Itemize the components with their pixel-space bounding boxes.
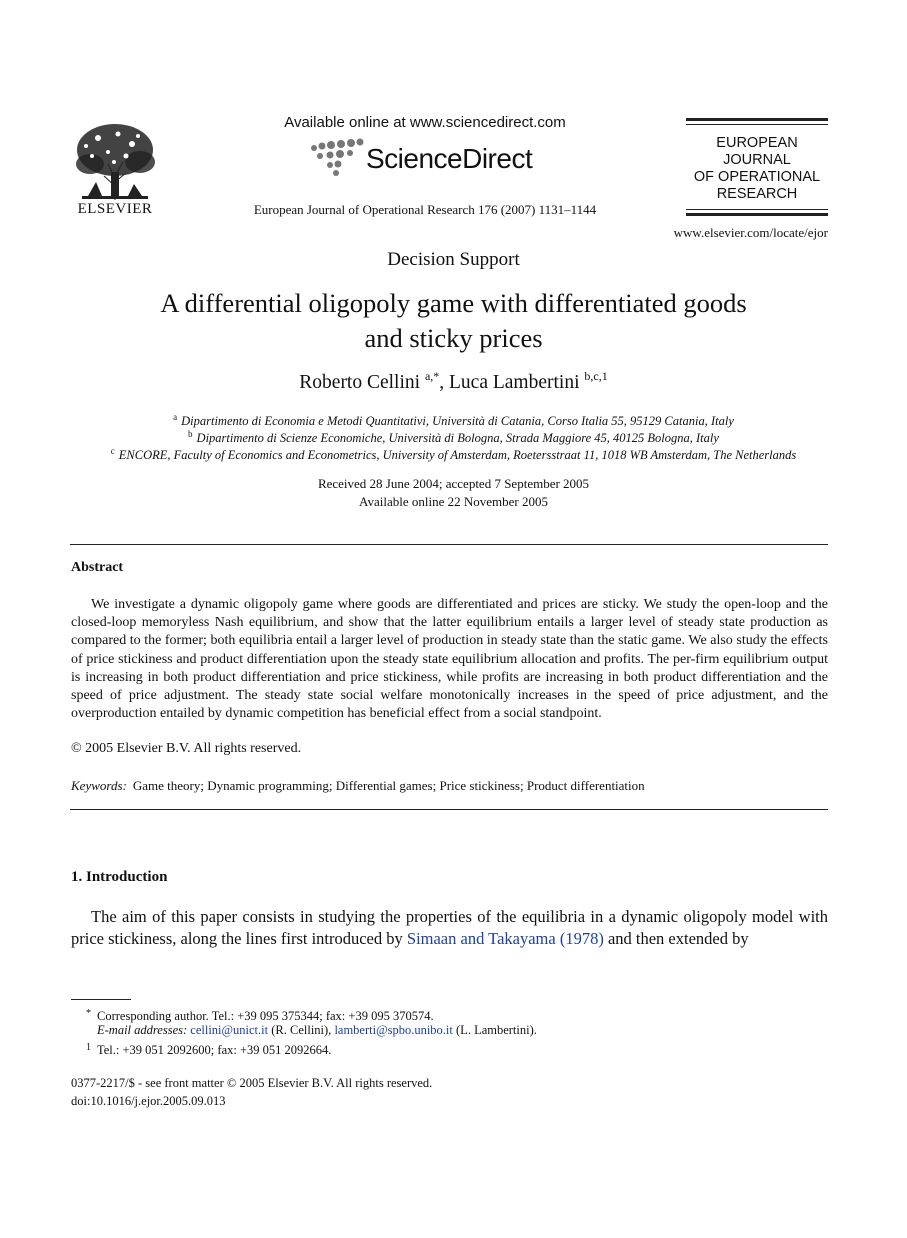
footnote-text: Corresponding author. Tel.: +39 095 375344; fax: +39 095 370574. — [97, 1009, 434, 1023]
article-title-line2: and sticky prices — [364, 323, 543, 353]
footnote-emails — [71, 1022, 537, 1039]
issn-line: 0377-2217/$ - see front matter © 2005 Elsevier B.V. All rights reserved. — [71, 1076, 433, 1090]
author-separator: , — [439, 372, 450, 393]
email-label: E-mail addresses: — [97, 1023, 188, 1037]
journal-title-line: EUROPEAN — [716, 135, 798, 151]
journal-title-line: JOURNAL — [723, 152, 791, 168]
divider — [70, 809, 828, 810]
affiliation-text: ENCORE, Faculty of Economics and Econometrics, University of Amsterdam, Roetersstraat 11, 1018 WB Amsterdam, The Netherlands — [118, 448, 797, 462]
journal-citation: European Journal of Operational Research 176 (2007) 1131–1144 — [253, 202, 597, 217]
affiliation-mark: a — [173, 412, 178, 422]
footnote-rule — [71, 999, 131, 1000]
sciencedirect-dots-icon — [308, 136, 368, 178]
authors — [0, 369, 907, 394]
email-link[interactable]: lamberti@spbo.unibo.it — [334, 1023, 453, 1037]
elsevier-wordmark: ELSEVIER — [77, 201, 153, 217]
available-date: Available online 22 November 2005 — [359, 494, 548, 509]
author-name: Luca Lambertini — [449, 372, 580, 393]
available-online-text: Available online at www.sciencedirect.com — [284, 114, 566, 131]
keywords-label: Keywords: — [71, 778, 127, 793]
received-date: Received 28 June 2004; accepted 7 September 2005 — [317, 476, 590, 491]
footnote-phone — [71, 1039, 331, 1059]
journal-title-box — [686, 118, 828, 220]
journal-title-lines — [686, 135, 828, 203]
email-owner: (R. Cellini), — [268, 1023, 335, 1037]
introduction-body — [71, 906, 828, 949]
keywords — [71, 778, 828, 794]
abstract-heading: Abstract — [71, 560, 124, 575]
intro-text: and then extended by — [603, 928, 749, 948]
email-owner: (L. Lambertini). — [452, 1023, 537, 1037]
introduction-heading: 1. Introduction — [71, 869, 168, 885]
author-marks: a,* — [424, 369, 440, 383]
affiliation-mark: b — [188, 429, 193, 439]
affiliation — [0, 448, 907, 463]
journal-title-line: RESEARCH — [716, 186, 798, 202]
article-title — [60, 286, 847, 356]
abstract-body — [71, 596, 828, 723]
email-link[interactable]: cellini@unict.it — [190, 1023, 269, 1037]
article-title-line1: A differential oligopoly game with differentiated goods — [160, 288, 747, 318]
keywords-text: Game theory; Dynamic programming; Differential games; Price stickiness; Product differentiation — [132, 778, 645, 793]
section-label: Decision Support — [387, 249, 520, 270]
citation-link[interactable]: Simaan and Takayama (1978) — [406, 928, 604, 948]
affiliation-text: Dipartimento di Scienze Economiche, Università di Bologna, Strada Maggiore 45, 40125 Bologna, Italy — [196, 431, 719, 445]
abstract-copyright: © 2005 Elsevier B.V. All rights reserved. — [71, 741, 302, 756]
intro-text: The aim of this paper consists in studying the properties of the equilibria in a dynamic oligopoly model with price stickiness, along the lines first introduced by — [71, 907, 828, 948]
journal-title-line: OF OPERATIONAL — [693, 169, 821, 185]
footnote-mark: 1 — [86, 1042, 91, 1053]
divider — [70, 544, 828, 545]
footnote-mark: * — [86, 1008, 91, 1019]
article-dates — [0, 475, 907, 511]
affiliation — [0, 414, 907, 429]
affiliation — [0, 431, 907, 446]
abstract-paragraph: We investigate a dynamic oligopoly game where goods are differentiated and prices are sticky. We study the open-loop and the closed-loop memoryless Nash equilibrium, and show that the latter equilibrium entails a larger level of steady state production as compared to the former; both equilibria entail a larger level of production in steady state than the static game. We also study the effects of price stickiness and product differentiation upon the steady state equilibrium allocation and profits. The per-firm equilibrium output is increasing in both product differentiation and price stickiness, while profits are increasing in both product differentiation and the speed of price adjustment. The steady state social welfare monotonically increases in the speed of price adjustment, and the overproduction entailed by dynamic competition has beneficial effect from a social standpoint. — [71, 597, 828, 722]
author-marks: b,c,1 — [584, 369, 608, 383]
affiliation-text: Dipartimento di Economia e Metodi Quantitativi, Università di Catania, Corso Italia 55, 95129 Catania, Italy — [181, 414, 734, 428]
doi-line: doi:10.1016/j.ejor.2005.09.013 — [71, 1094, 226, 1108]
front-matter — [71, 1074, 432, 1110]
journal-url[interactable]: www.elsevier.com/locate/ejor — [673, 225, 828, 240]
footnote-text: Tel.: +39 051 2092600; fax: +39 051 2092664. — [97, 1043, 332, 1057]
sciencedirect-wordmark: ScienceDirect — [366, 143, 533, 174]
affiliation-mark: c — [110, 446, 115, 456]
author-name: Roberto Cellini — [299, 372, 421, 393]
